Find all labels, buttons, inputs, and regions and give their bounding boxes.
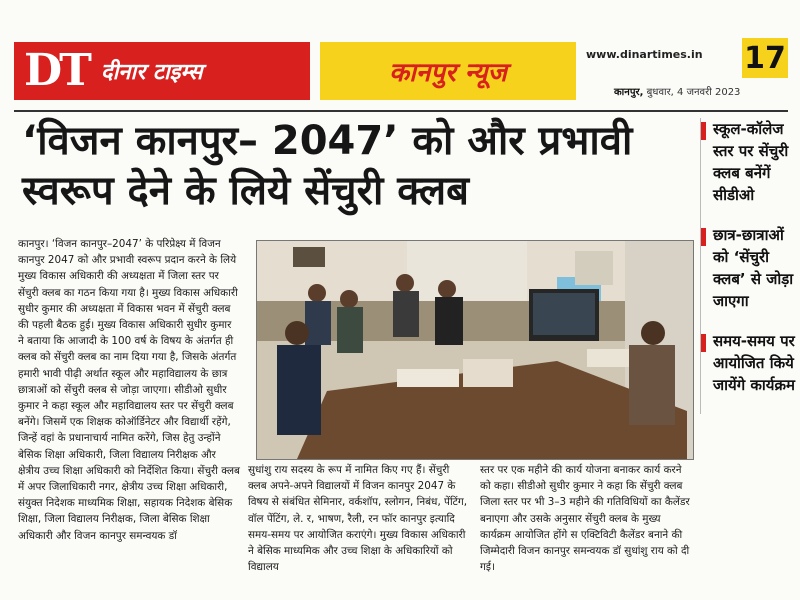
highlight-text: स्कूल-कॉलेज स्तर पर सेंचुरी क्लब बनेंगें सीडीओ	[713, 120, 789, 204]
red-bullet-icon	[701, 122, 706, 140]
red-bullet-icon	[701, 228, 706, 246]
article-text-3: स्तर पर एक महीने की कार्य योजना बनाकर कार्य करने को कहा। सीडीओ सुधीर कुमार ने कहा कि सेंचुरी क्लब जिला स्तर पर भी 3–3 महीने की गतिविधियों का कैलेंडर बनाएगा और उसके अनुसार सेंचुरी क्लब के मुख्य कार्यक्रम आयोजित होंगे स एक्टिविटी कैलेंडर बनाने की जिम्मेदारी विजन कानपुर समन्वयक डॉ सुधांशु राय को दी गई।	[480, 464, 690, 574]
masthead	[14, 38, 788, 106]
highlight-text: समय-समय पर आयोजित किये जायेंगे कार्यक्रम	[713, 332, 795, 394]
article-text-2: सुधांशु राय सदस्य के रूप में नामित किए गए हैं। सेंचुरी क्लब अपने-अपने विद्यालयों में विजन कानपुर 2047 के विषय से संबंधित सेमिनार, वर्कशॉप, स्लोगन, निबंध, पेंटिंग, वॉल पेंटिंग, ले. र, भाषण, रैली, रन फॉर कानपुर इत्यादि समय-समय पर आयोजित कराएंगे। मुख्य विकास अधिकारी ने बेसिक माध्यमिक और उच्च शिक्षा के अधिकारियों को विद्यालय	[248, 464, 468, 574]
highlight-item	[701, 224, 797, 312]
meeting-photo-icon	[256, 240, 694, 460]
section-title: कानपुर न्यूज	[389, 58, 507, 88]
highlight-text: छात्र-छात्राओं को ‘सेंचुरी क्लब’ से जोड़ा जाएगा	[713, 226, 794, 310]
article-column-2	[248, 462, 470, 575]
headline-line-1: ‘विजन कानपुर– 2047’ को और प्रभावी	[22, 118, 633, 164]
article-text-1: कानपुर। ‘विजन कानपुर–2047’ के परिप्रेक्ष्य में विजन कानपुर 2047 को और प्रभावी स्वरूप प्रदान करने के लिये मुख्य विकास अधिकारी की अध्यक्षता में जिला स्तर पर सेंचुरी क्लब का गठन किया गया है। मुख्य विकास अधिकारी सुधीर कुमार की अध्यक्षता में विकास भवन में सेंचुरी क्लब की पहली बैठक हुई। मुख्य विकास अधिकारी सुधीर कुमार ने बताया कि आजादी के 100 वर्ष के विषय के अंतर्गत ही क्लब को सेंचुरी क्लब का नाम दिया गया है, जिसके अंतर्गत हमारी भावी पीढ़ी अर्थात स्कूल और महाविद्यालय के छात्र छात्राओं को सेंचुरी क्लब से जोड़ा जाएगा। सीडीओ सुधीर कुमार ने कहा स्कूल और महाविद्यालय स्तर पर सेंचुरी क्लब बनेंगे। जिसमें एक शिक्षक कोऑर्डिनेटर और विद्यार्थी रहेंगे, जिन्हें वहां के प्रधानाचार्य नामित करेंगे, जिस हेतु उन्होंने बेसिक शिक्षा अधिकारी, जिला विद्यालय निरीक्षक और क्षेत्रीय उच्च शिक्षा अधिकारी को निर्देशित किया। सेंचुरी क्लब में अपर जिलाधिकारी नगर, क्षेत्रीय उच्च शिक्षा अधिकारी, संयुक्त निदेशक माध्यमिक शिक्षा, सहायक निदेशक बेसिक शिक्षा, जिला विद्यालय निरीक्षक, जिला बेसिक शिक्षा अधिकारी और विजन कानपुर समन्वयक डॉ	[18, 238, 240, 542]
highlights-sidebar	[700, 118, 797, 414]
section-banner	[320, 42, 576, 100]
dateline-city: कानपुर,	[614, 87, 644, 98]
highlight-item	[701, 330, 797, 396]
article-column-1	[18, 236, 240, 544]
headline	[22, 116, 682, 216]
highlight-item	[701, 118, 797, 206]
article-column-3	[480, 462, 694, 575]
dateline-date: बुधवार, 4 जनवरी 2023	[646, 87, 741, 98]
logo-name: दीनार टाइम्स	[100, 60, 203, 85]
header-rule	[14, 110, 788, 112]
headline-line-2: स्वरूप देने के लिये सेंचुरी क्लब	[22, 168, 469, 214]
logo-mark: DT	[24, 45, 89, 96]
website-url: www.dinartimes.in	[586, 48, 703, 61]
red-bullet-icon	[701, 334, 706, 352]
newspaper-logo	[14, 42, 310, 100]
page-number: 17	[742, 38, 788, 78]
dateline	[614, 84, 740, 98]
